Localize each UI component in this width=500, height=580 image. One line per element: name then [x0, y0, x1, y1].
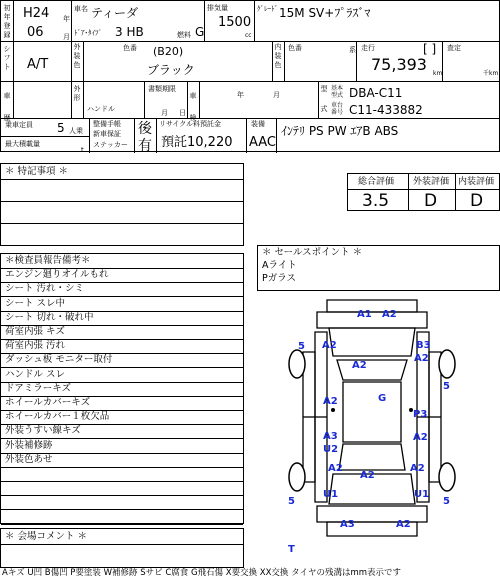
inspector-item: ドアミラーキズ — [5, 382, 72, 394]
shoken-label: 初年登録 — [3, 4, 11, 39]
door-type: 3 HB — [115, 25, 144, 39]
damage-mark: A2 — [382, 309, 397, 320]
special-notes-box — [0, 163, 244, 246]
sales-points-box — [257, 245, 500, 291]
damage-mark: A2 — [352, 360, 367, 371]
inspector-item: シート スレ中 — [5, 297, 66, 309]
mileage: 75,393 — [371, 55, 427, 74]
sales-point-item: Pガラス — [262, 273, 296, 284]
tire-depth: 5 — [443, 381, 450, 392]
recycle-fee: 預託10,220 — [161, 135, 233, 150]
inspector-item: シート 汚れ・シミ — [5, 283, 85, 295]
damage-mark: A2 — [410, 463, 425, 474]
damage-mark: A1 — [357, 309, 372, 320]
inspector-item: 外装色あせ — [5, 453, 53, 465]
venue-comment-title: ＊ 会場コメント ＊ — [5, 531, 88, 542]
grade: 15M SV+ﾌﾟﾗｽﾞﾏ — [279, 6, 371, 20]
inspector-item: ダッシュ板 モニター取付 — [5, 354, 113, 366]
damage-mark: A2 — [328, 463, 343, 474]
color-name: ブラック — [147, 63, 195, 77]
inspector-item: ホイールカバー１枚欠品 — [5, 411, 110, 423]
car-damage-diagram — [287, 292, 457, 554]
exterior-score: D — [424, 191, 438, 211]
legend: Aキズ U凹 B傷凹 P要塗装 W補修跡 Sサビ C腐食 G飛石傷 X要交換 XX交換 タイヤの残溝はmm表示です — [2, 568, 402, 578]
interior-score: D — [470, 191, 484, 211]
tire-depth: 5 — [288, 496, 295, 507]
inspector-item: ハンドル スレ — [5, 368, 66, 380]
damage-mark: A3 — [323, 431, 338, 442]
car-name: ティーダ — [91, 6, 139, 20]
damage-mark: U2 — [323, 444, 339, 455]
fuel: G — [195, 25, 205, 39]
equipment: AAC — [249, 135, 276, 150]
inspector-title: ＊検査員報告備考＊ — [5, 255, 91, 266]
damage-mark: U1 — [323, 489, 339, 500]
damage-mark: A2 — [360, 470, 375, 481]
inspector-item: 外装補修跡 — [5, 439, 53, 451]
damage-mark: A2 — [322, 340, 337, 351]
special-notes-title: ＊ 特記事項 ＊ — [5, 166, 69, 177]
damage-mark: T — [288, 544, 295, 555]
color-code: (B20) — [153, 45, 184, 58]
damage-mark: A2 — [396, 519, 411, 530]
tire-depth: 5 — [298, 341, 305, 352]
damage-mark: G — [378, 393, 387, 404]
inspector-item: シート 切れ・破れ中 — [5, 311, 94, 323]
inspector-item: エンジン廻りオイルもれ — [5, 269, 109, 281]
inspector-item: 荷室内張 キズ — [5, 326, 65, 337]
features: ｲﾝﾃﾘ PS PW ｴｱB ABS — [281, 124, 399, 138]
sales-point-item: Aライト — [262, 260, 297, 271]
damage-mark: B3 — [416, 340, 431, 351]
chassis-no: C11-433882 — [349, 103, 423, 117]
total-score: 3.5 — [362, 191, 390, 211]
damage-mark: A2 — [414, 353, 429, 364]
venue-comment-box — [0, 528, 244, 568]
inspector-box — [0, 253, 244, 524]
maint-value: 後 — [138, 121, 152, 137]
model-code: DBA-C11 — [349, 86, 403, 100]
month: 06 — [27, 25, 44, 40]
header-grid: 初年登録 H24 年 06 月 車名 ティーダ ﾄﾞｱ･ﾀｲﾌﾟ 3 HB 燃料 G 排気量 1500 cc ｸﾞﾚｰﾄﾞ 15M SV+ﾌﾟﾗｽﾞﾏ シフト A/T 外装色 色番 (B20) ブラック 内装色 色番 系 走行 [ ] 75,393 km 査定 千km 車歴 外形 ハンドル 書類期限 月 日 車検 年 月 型 式 基本型式 DBA-C11 車台番号 C11-433882 乗車定員 5 人乗 最大積載量 t 整備手帳 新車保証 ステッカー 後 有 リサイクル料預託金 預託10,220 装備 AAC ｲﾝﾃﾘ PS PW ｴｱB ABS — [0, 0, 500, 152]
displacement: 1500 — [218, 15, 252, 30]
scores-box: 総合評価 外装評価 内装評価 3.5 D D — [347, 173, 500, 211]
sticker-value: 有 — [138, 138, 152, 154]
shift: A/T — [27, 57, 49, 72]
capacity: 5 — [57, 121, 65, 135]
inspector-item: 荷室内張 汚れ — [5, 340, 66, 352]
damage-mark: A2 — [413, 432, 428, 443]
tire-depth: 5 — [443, 496, 450, 507]
damage-mark: A2 — [323, 396, 338, 407]
damage-mark: P3 — [413, 409, 428, 420]
damage-mark: U1 — [414, 489, 430, 500]
damage-mark: A3 — [340, 519, 355, 530]
inspector-item: 外装うすい線キズ — [5, 425, 81, 437]
era: H24 — [23, 6, 50, 21]
inspector-item: ホイールカバーキズ — [5, 397, 91, 408]
sales-points-title: ＊ セールスポイント ＊ — [262, 247, 363, 258]
